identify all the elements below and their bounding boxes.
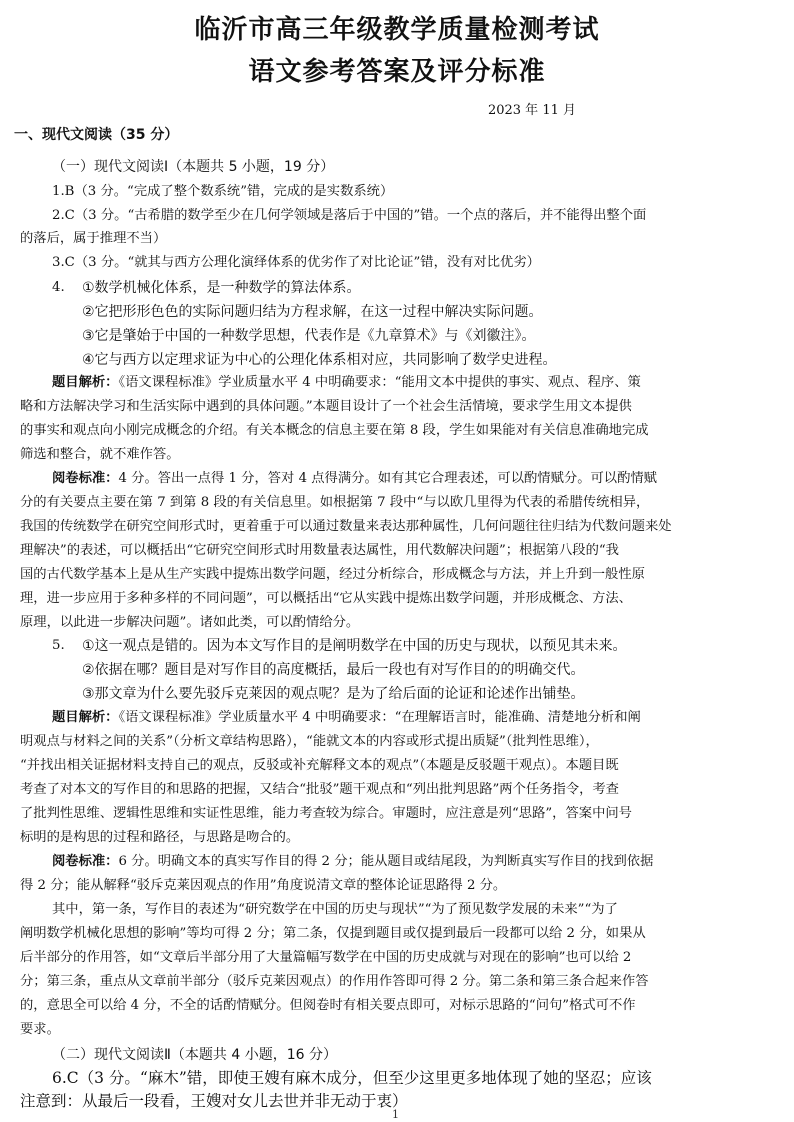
document-title-line2: 语文参考答案及评分标准 — [248, 57, 546, 87]
q5-standard-line1: 阅卷标准：6 分。明确文本的真实写作目的得 2 分；能从题目或结尾段，为判断真实写作目的找到依据 — [52, 854, 654, 869]
part2-heading: （二）现代文阅读Ⅱ（本题共 4 小题，16 分） — [52, 1047, 337, 1063]
q5-standard-line3: 其中，第一条，写作目的表述为“研究数学在中国的历史与现状”“为了预见数学发展的未来”“为了 — [52, 902, 618, 917]
answer-q4-point3: ③它是肇始于中国的一种数学思想，代表作是《九章算术》与《刘徽注》。 — [82, 328, 536, 344]
section1-heading: 一、现代文阅读（35 分） — [14, 127, 179, 143]
q5-analysis-line6: 标明的是构思的过程和路径，与思路是吻合的。 — [20, 830, 300, 845]
answer-q6-line2: 注意到：从最后一段看，王嫂对女儿去世并非无动于衷） — [20, 1092, 408, 1110]
answer-q4-number: 4. — [52, 280, 65, 295]
q4-standard-line5: 国的古代数学基本上是从生产实践中提炼出数学问题，经过分析综合，形成概念与方法，并上升到一般性原 — [20, 567, 645, 582]
q5-standard-line8: 要求。 — [20, 1022, 60, 1037]
q5-analysis-line3: “并找出相关证据材料支持自己的观点，反驳或补充解释文本的观点”（本题是反驳题干观点）。本题目既 — [20, 758, 619, 773]
answer-q5-point3: ③那文章为什么要先驳斥克莱因的观点呢？是为了给后面的论证和论述作出铺垫。 — [82, 686, 585, 702]
q4-standard-line2: 分的有关要点主要在第 7 到第 8 段的有关信息里。如根据第 7 段中“与以欧几里得为代表的希腊传统相异， — [20, 495, 650, 510]
q5-analysis-label: 题目解析： — [52, 710, 119, 725]
q5-analysis-line2: 明观点与材料之间的关系”（分析文章结构思路），“能就文本的内容或形式提出质疑”（批判性思维）， — [20, 734, 599, 749]
q4-analysis-line2: 略和方法解决学习和生活实际中遇到的具体问题。”本题目设计了一个社会生活情境，要求学生用文本提供 — [20, 399, 632, 414]
q5-standard-line5: 后半部分的作用答，如“文章后半部分用了大量篇幅写数学在中国的历史成就与对现在的影响”也可以给 2 — [20, 950, 632, 965]
part1-heading: （一）现代文阅读Ⅰ（本题共 5 小题，19 分） — [52, 159, 335, 175]
q5-standard-line2: 得 2 分；能从解释“驳斥克莱因观点的作用”角度说清文章的整体论证思路得 2 分。 — [20, 878, 507, 893]
answer-q4-point1: ①数学机械化体系，是一种数学的算法体系。 — [82, 280, 361, 296]
answer-q2-line1: 2.C（3 分。“古希腊的数学至少在几何学领域是落后于中国的”错。一个点的落后，并不能得出整个面 — [52, 208, 647, 223]
q4-standard-line7: 原理，以此进一步解决问题”。诸如此类，可以酌情给分。 — [20, 615, 360, 630]
q5-analysis-line5: 了批判性思维、逻辑性思维和实证性思维，能力考查较为综合。审题时，应注意是列“思路”，答案中问号 — [20, 806, 632, 821]
answer-q4-point2: ②它把形形色色的实际问题归结为方程求解，在这一过程中解决实际问题。 — [82, 304, 543, 320]
page-number: 1 — [392, 1108, 399, 1121]
answer-q5-number: 5. — [52, 638, 65, 653]
q5-standard-line7: 的，意思全可以给 4 分，不全的话酌情赋分。但阅卷时有相关要点即可，对标示思路的“问句”格式可不作 — [20, 998, 636, 1013]
q4-analysis-label: 题目解析： — [52, 375, 119, 390]
answer-q5-point2: ②依据在哪？题目是对写作目的高度概括，最后一段也有对写作目的的明确交代。 — [82, 662, 585, 678]
q4-analysis-line4: 筛选和整合，就不难作答。 — [20, 447, 180, 462]
q5-standard-line6: 分；第三条，重点从文章前半部分（驳斥克莱因观点）的作用作答即可得 2 分。第二条和第三条合起来作答 — [20, 974, 649, 989]
q5-analysis-line4: 考查了对本文的写作目的和思路的把握，又结合“批驳”题干观点和“列出批判思路”两个任务指令，考查 — [20, 782, 619, 797]
q4-standard-line4: 理解决”的表述，可以概括出“它研究空间形式时用数量表达属性，用代数解决问题”；根据第八段的“我 — [20, 543, 619, 558]
document-date: 2023 年 11 月 — [487, 103, 576, 118]
q5-standard-label: 阅卷标准： — [52, 854, 119, 869]
q4-analysis-line3: 的事实和观点向小刚完成概念的介绍。有关本概念的信息主要在第 8 段，学生如果能对有关信息准确地完成 — [20, 423, 649, 438]
q4-standard-line1: 阅卷标准：4 分。答出一点得 1 分，答对 4 点得满分。如有其它合理表述，可以酌情赋分。可以酌情赋 — [52, 471, 657, 486]
q4-standard-label: 阅卷标准： — [52, 471, 119, 486]
q5-analysis-line1: 题目解析：《语文课程标准》学业质量水平 4 中明确要求：“在理解语言时，能准确、清楚地分析和阐 — [52, 710, 641, 725]
answer-q3: 3.C（3 分。“就其与西方公理化演绎体系的优劣作了对比论证”错，没有对比优劣） — [52, 255, 540, 270]
q4-standard-line6: 理，进一步应用于多种多样的不同问题”，可以概括出“它从实践中提炼出数学问题，并形成概念、方法、 — [20, 591, 632, 606]
answer-q4-point4: ④它与西方以定理求证为中心的公理化体系相对应，共同影响了数学史进程。 — [82, 352, 557, 368]
q4-analysis-line1: 题目解析：《语文课程标准》学业质量水平 4 中明确要求：“能用文本中提供的事实、观点、程序、策 — [52, 375, 641, 390]
q4-standard-line3: 我国的传统数学在研究空间形式时，更着重于可以通过数量来表达那种属性，几何问题往往归结为代数问题来处 — [20, 519, 672, 534]
answer-q6-line1: 6.C（3 分。“麻木”错，即使王嫂有麻木成分，但至少这里更多地体现了她的坚忍；应该 — [52, 1069, 652, 1087]
document-title-line1: 临沂市高三年级教学质量检测考试 — [194, 15, 600, 45]
q5-standard-line4: 阐明数学机械化思想的影响”等均可得 2 分；第二条，仅提到题目或仅提到最后一段都可以给 2 分，如果从 — [20, 926, 646, 941]
answer-q1: 1.B（3 分。“完成了整个数系统”错，完成的是实数系统） — [52, 184, 394, 199]
answer-q5-point1: ①这一观点是错的。因为本文写作目的是阐明数学在中国的历史与现状，以预见其未来。 — [82, 638, 627, 654]
answer-q2-line2: 的落后，属于推理不当） — [20, 231, 167, 246]
